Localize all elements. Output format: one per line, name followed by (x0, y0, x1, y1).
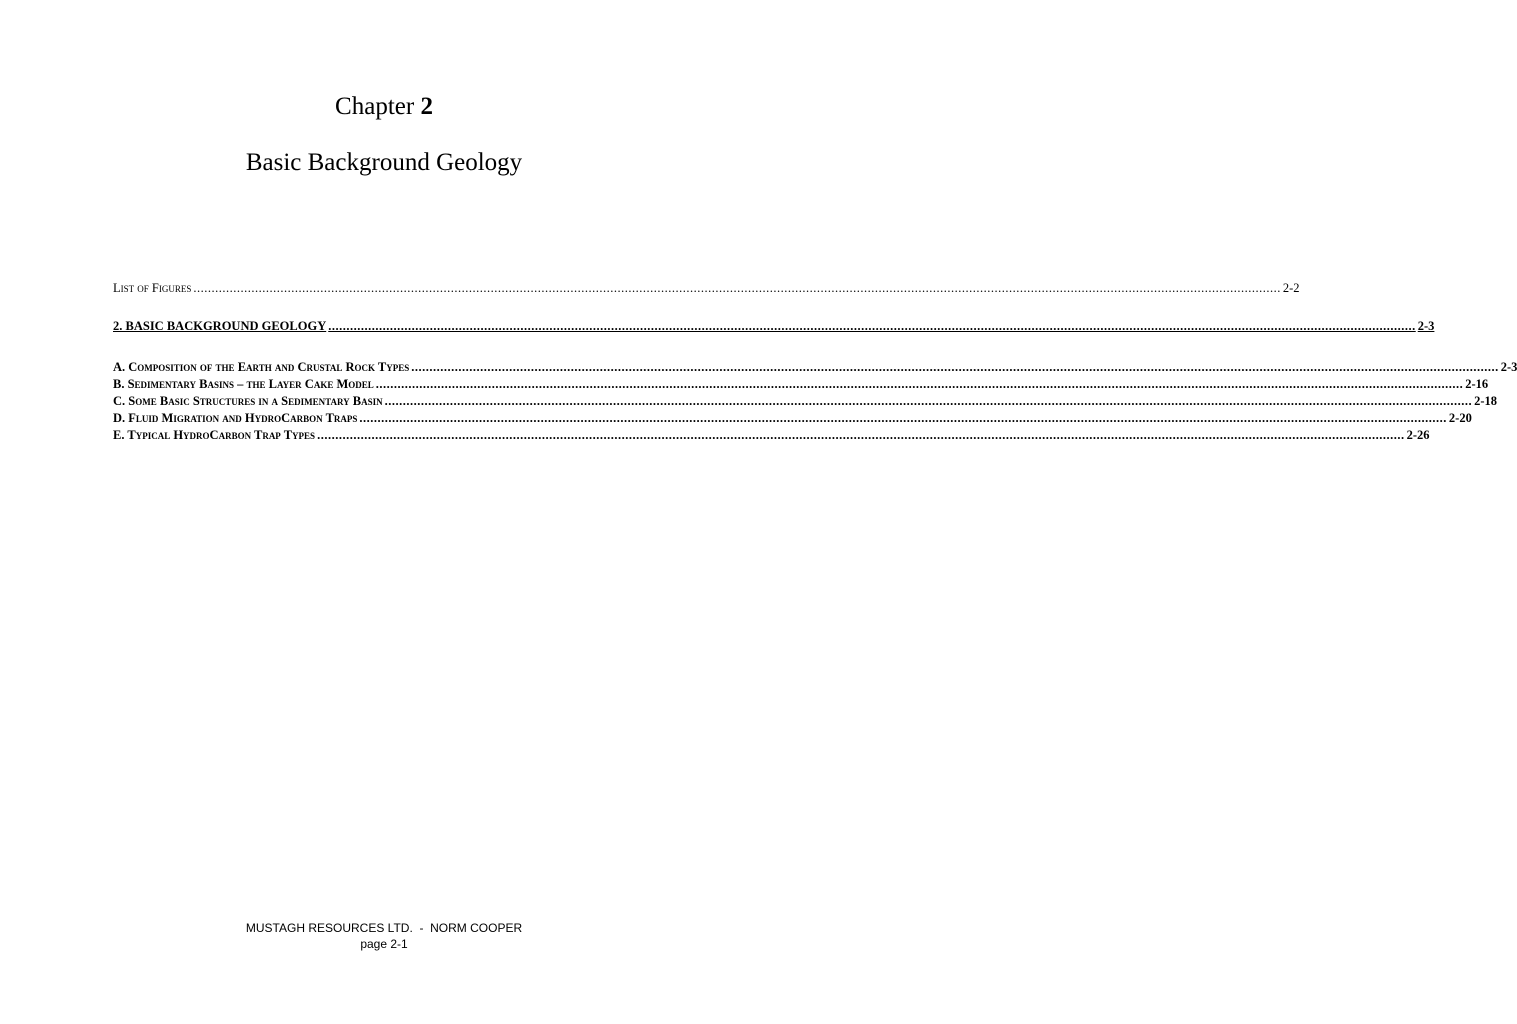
toc-entry-label: List of Figures (113, 281, 192, 295)
toc-entry-chapter[interactable] (113, 318, 1435, 334)
toc-entry-label: A. Composition of the Earth and Crustal Rock Types (113, 360, 410, 374)
toc-entry-page: 2-18 (1474, 394, 1498, 408)
toc-entry-section-d[interactable] (113, 410, 1472, 426)
toc-leader-dots: ............................................................................................................................................................................................................................................................................................................ (384, 394, 1473, 408)
toc-entry-page: 2-16 (1465, 377, 1489, 391)
toc-leader-dots: ............................................................................................................................................................................................................................................................................................................ (317, 428, 1405, 442)
chapter-number: 2 (420, 93, 433, 120)
toc-entry-label: D. Fluid Migration and HydroCarbon Traps (113, 411, 358, 425)
chapter-heading (0, 92, 768, 122)
toc-entry-section-c[interactable] (113, 393, 1498, 409)
chapter-label: Chapter (335, 93, 415, 120)
toc-entry-page: 2-3 (1500, 360, 1517, 374)
toc-entry-label: 2. BASIC BACKGROUND GEOLOGY (113, 319, 327, 333)
toc-entry-page: 2-20 (1448, 411, 1472, 425)
footer-page-number: page 2-1 (360, 937, 408, 951)
toc-leader-dots: ............................................................................................................................................................................................................................................................................................................ (193, 281, 1281, 295)
toc-entry-section-b[interactable] (113, 376, 1489, 392)
toc-entry-label: C. Some Basic Structures in a Sedimentary Basin (113, 394, 383, 408)
toc-leader-dots: ............................................................................................................................................................................................................................................................................................................ (328, 319, 1416, 333)
chapter-title: Basic Background Geology (245, 149, 523, 176)
toc-entry-page: 2-26 (1406, 428, 1430, 442)
toc-entry-label: B. Sedimentary Basins – the Layer Cake Model (113, 377, 374, 391)
toc-leader-dots: ............................................................................................................................................................................................................................................................................................................ (359, 411, 1447, 425)
toc-entry-section-e[interactable] (113, 427, 1430, 443)
toc-entry-section-a[interactable] (113, 359, 1517, 375)
footer-company: MUSTAGH RESOURCES LTD. - NORM COOPER (245, 921, 523, 935)
toc-leader-dots: ............................................................................................................................................................................................................................................................................................................ (411, 360, 1499, 374)
toc-entry-list-of-figures[interactable] (113, 280, 1300, 296)
toc-entry-page: 2-3 (1417, 319, 1435, 333)
toc-leader-dots: ............................................................................................................................................................................................................................................................................................................ (375, 377, 1464, 391)
toc-entry-label: E. Typical HydroCarbon Trap Types (113, 428, 316, 442)
toc-entry-page: 2-2 (1282, 281, 1300, 295)
